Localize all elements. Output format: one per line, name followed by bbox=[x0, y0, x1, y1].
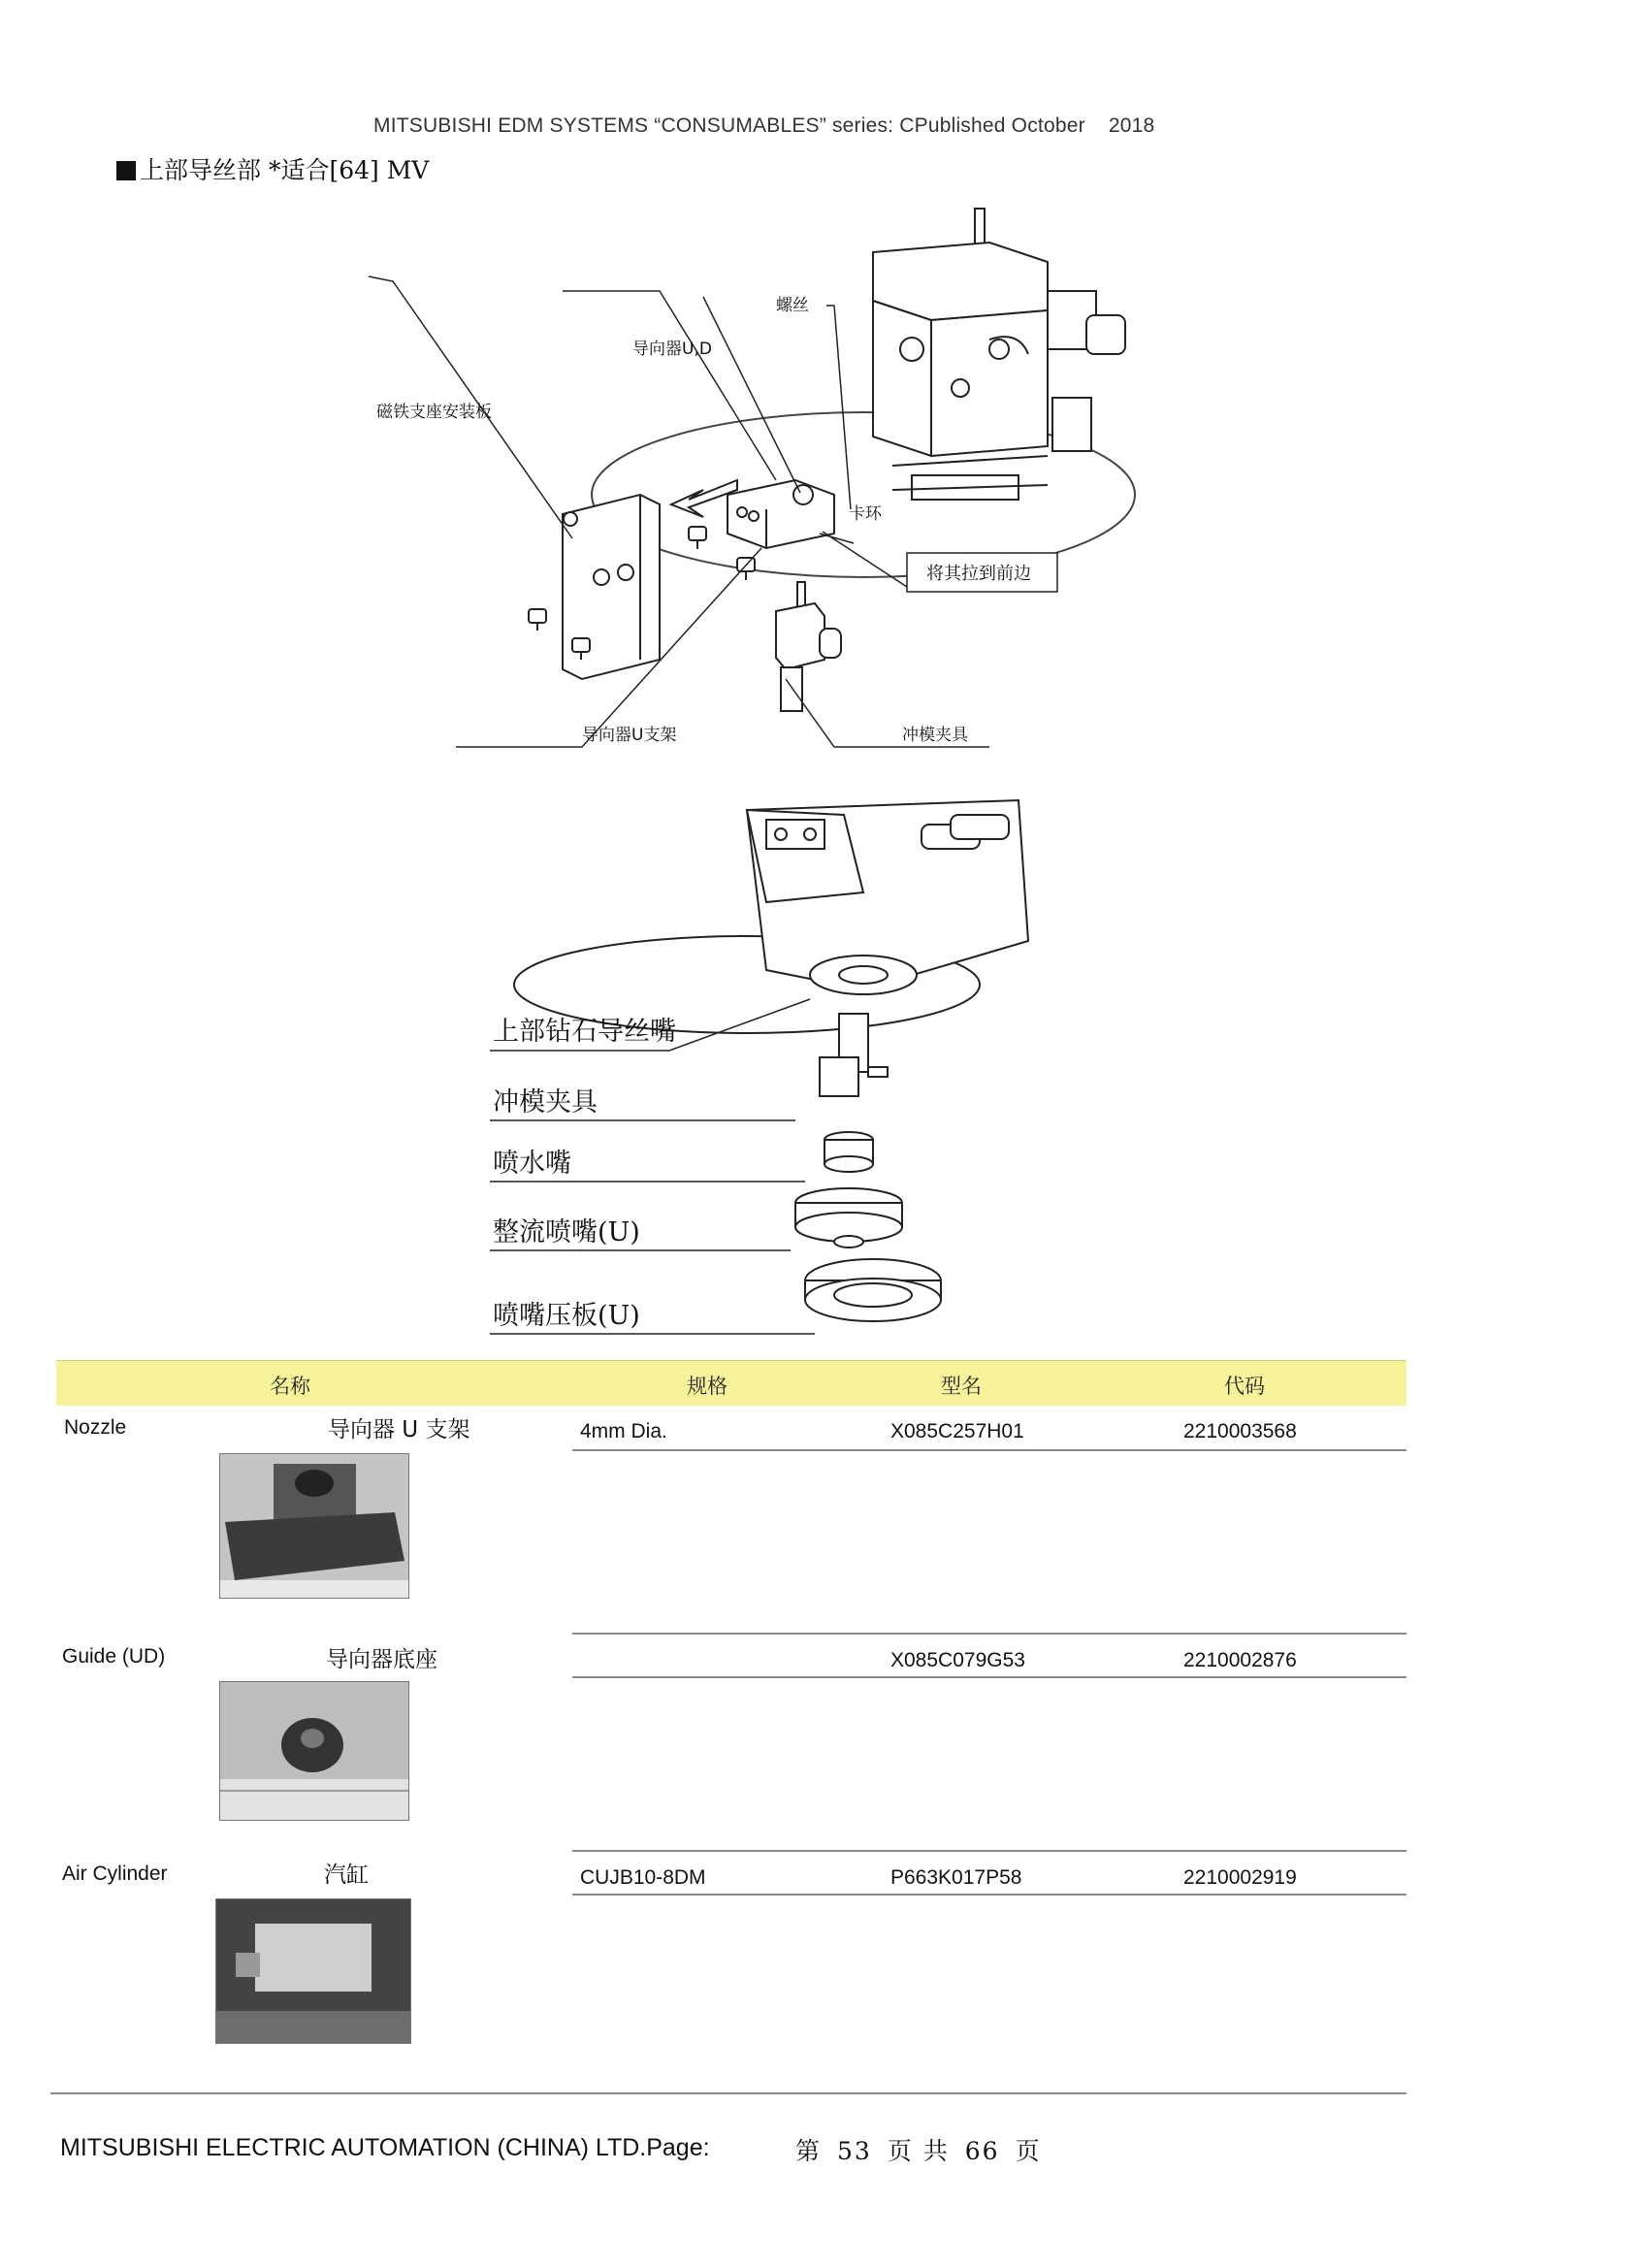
label-guide-ud: 导向器U,D bbox=[632, 340, 712, 359]
header-spec: 规格 bbox=[687, 1375, 728, 1398]
row2-bottom-rule bbox=[572, 1850, 1406, 1852]
page-suffix: 页 bbox=[1015, 2137, 1042, 2165]
nozzle-stack-diagram bbox=[475, 776, 1057, 1348]
row1-name-cn: 导向器 U 支架 bbox=[328, 1417, 470, 1442]
head-assembly-drawing bbox=[514, 800, 1028, 1033]
row2-model: X085C079G53 bbox=[890, 1649, 1025, 1671]
header-model: 型名 bbox=[941, 1375, 982, 1398]
label-flow-nozzle-u: 整流喷嘴(U) bbox=[493, 1217, 640, 1247]
header-code: 代码 bbox=[1224, 1375, 1265, 1398]
bracket-photo-icon bbox=[219, 1453, 409, 1599]
label-die-clamp: 冲模夹具 bbox=[902, 726, 968, 745]
label-magnet-plate: 磁铁支座安装板 bbox=[376, 403, 492, 422]
page-prefix: 第 bbox=[795, 2137, 823, 2165]
row3-name-en: Air Cylinder bbox=[62, 1863, 168, 1885]
section-title-text: 上部导丝部 *适合[64] MV bbox=[140, 156, 430, 184]
air-cylinder-photo-icon bbox=[215, 1898, 411, 2044]
page-mid: 页 共 bbox=[887, 2137, 950, 2165]
guide-ud-block-drawing bbox=[728, 480, 834, 548]
row3-name-cn: 汽缸 bbox=[324, 1863, 369, 1888]
square-bullet-icon bbox=[116, 161, 136, 180]
row2-code: 2210002876 bbox=[1183, 1649, 1297, 1671]
section-title bbox=[116, 151, 429, 186]
row1-code: 2210003568 bbox=[1183, 1420, 1297, 1442]
row3-code: 2210002919 bbox=[1183, 1866, 1297, 1889]
row2-name-en: Guide (UD) bbox=[62, 1645, 166, 1668]
label-upper-diamond-guide: 上部钻石导丝嘴 bbox=[493, 1017, 676, 1047]
page-total: 66 bbox=[964, 2137, 1000, 2165]
label-pull-front: 将其拉到前边 bbox=[926, 564, 1031, 584]
row1-spec: 4mm Dia. bbox=[580, 1420, 667, 1442]
label-guide-u-bracket: 导向器U支架 bbox=[582, 726, 677, 745]
label-water-nozzle: 喷水嘴 bbox=[493, 1149, 571, 1179]
label-screw: 螺丝 bbox=[776, 296, 809, 315]
label-nozzle-plate-u: 喷嘴压板(U) bbox=[493, 1301, 640, 1331]
row1-model: X085C257H01 bbox=[890, 1420, 1024, 1442]
stack-parts-drawing bbox=[795, 1014, 941, 1321]
row1-rule bbox=[572, 1449, 1406, 1451]
row2-rule bbox=[572, 1676, 1406, 1678]
exploded-assembly-diagram bbox=[369, 204, 1145, 766]
row1-bottom-rule bbox=[572, 1633, 1406, 1635]
row1-name-en: Nozzle bbox=[64, 1416, 127, 1439]
die-clamp-drawing bbox=[776, 582, 841, 711]
footer-company: MITSUBISHI ELECTRIC AUTOMATION (CHINA) LTD.Page: bbox=[60, 2134, 710, 2161]
table-header bbox=[56, 1360, 1406, 1406]
running-header bbox=[373, 114, 1246, 138]
row2-name-cn: 导向器底座 bbox=[326, 1647, 437, 1672]
row3-spec: CUJB10-8DM bbox=[580, 1866, 706, 1889]
header-year: 2018 bbox=[1108, 114, 1155, 137]
table-bottom-rule bbox=[50, 2092, 1406, 2094]
header-name: 名称 bbox=[270, 1375, 310, 1398]
label-die-clamp-2: 冲模夹具 bbox=[493, 1087, 598, 1118]
guide-base-photo-icon bbox=[219, 1681, 409, 1821]
header-text: MITSUBISHI EDM SYSTEMS “CONSUMABLES” series: CPublished October bbox=[373, 114, 1085, 137]
label-snap-ring: 卡环 bbox=[849, 504, 882, 524]
row3-rule bbox=[572, 1894, 1406, 1895]
row3-model: P663K017P58 bbox=[890, 1866, 1022, 1889]
footer-page-indicator bbox=[788, 2132, 1050, 2167]
page-number: 53 bbox=[837, 2137, 872, 2165]
